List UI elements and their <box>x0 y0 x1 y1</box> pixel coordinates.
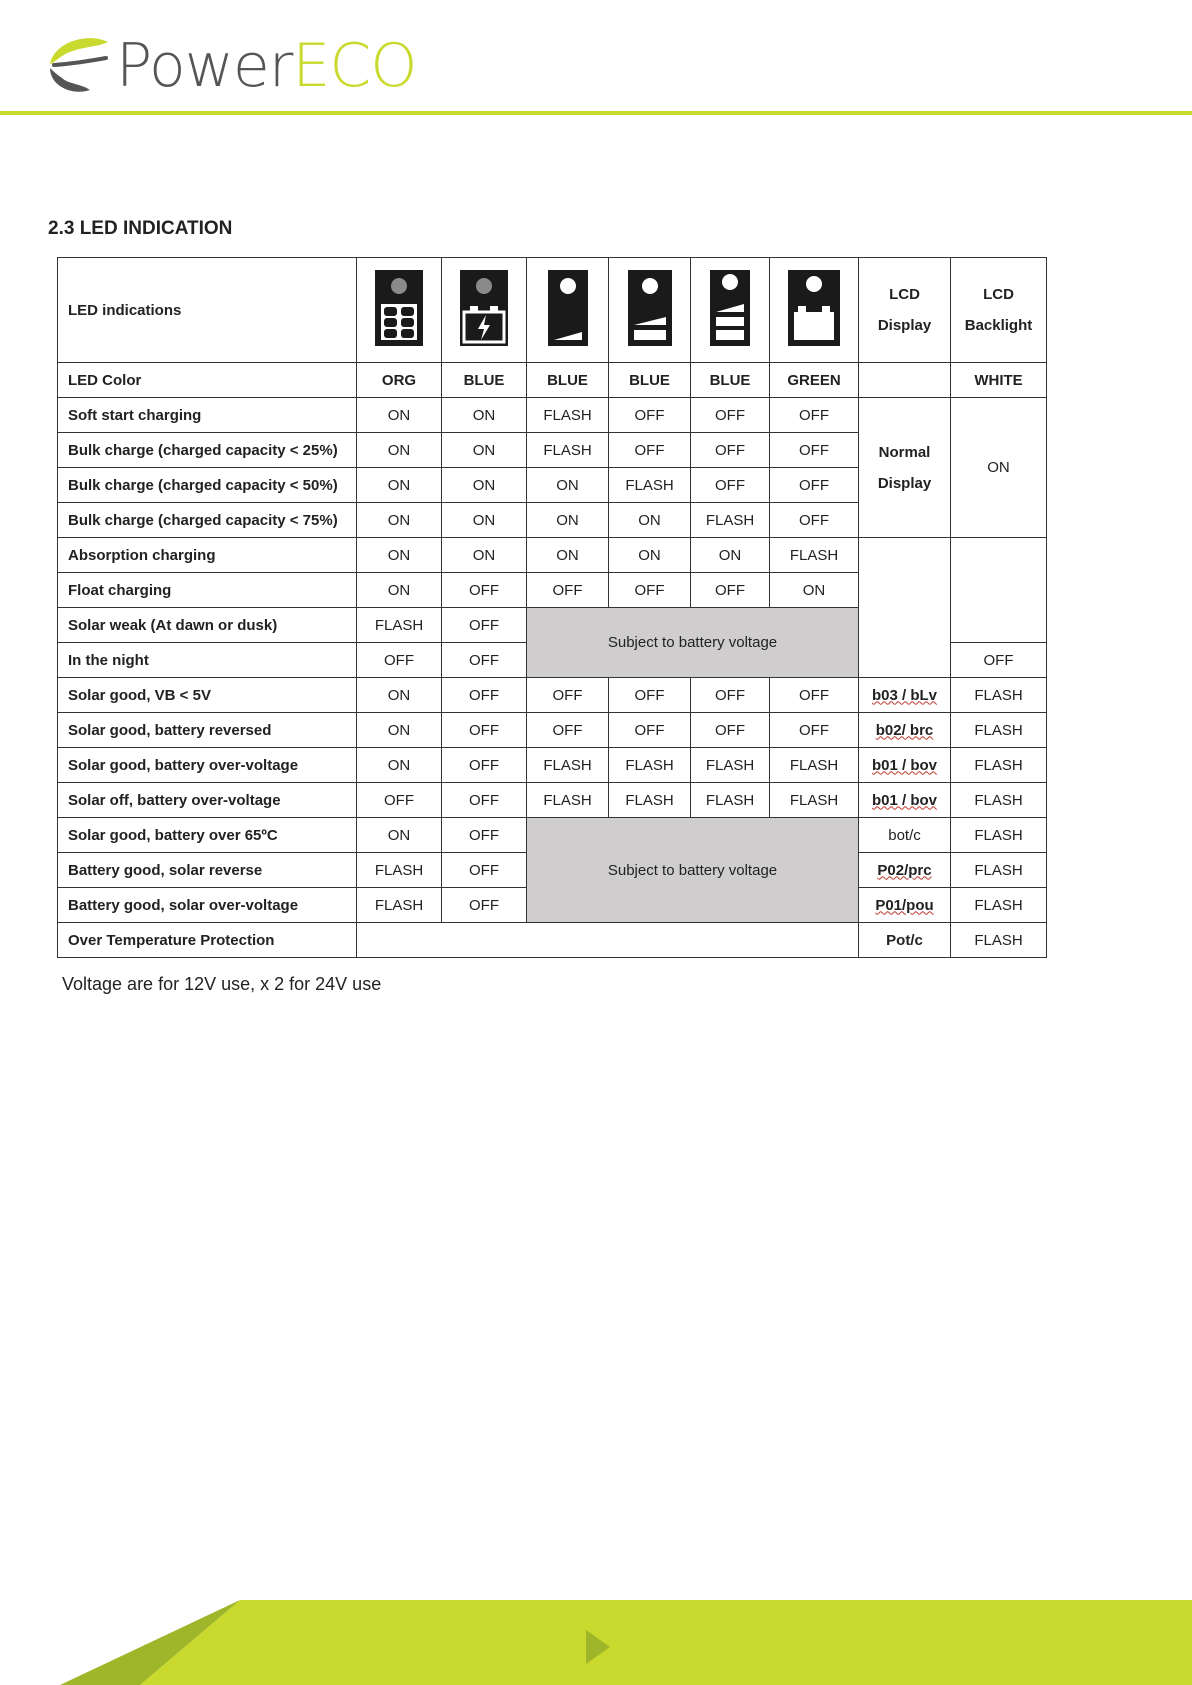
cell-value: OFF <box>770 713 859 748</box>
row-label: Battery good, solar over-voltage <box>58 888 357 923</box>
level-3-icon <box>708 268 752 348</box>
cell-value: ON <box>357 468 442 503</box>
cell-value: OFF <box>609 713 691 748</box>
row-label: Solar good, VB < 5V <box>58 678 357 713</box>
cell-value: ON <box>691 538 770 573</box>
cell-value: OFF <box>609 398 691 433</box>
cell-value: FLASH <box>951 888 1047 923</box>
cell-value: OFF <box>442 608 527 643</box>
lcd-code <box>859 713 951 748</box>
table-row <box>58 748 1047 783</box>
cell-value: FLASH <box>609 783 691 818</box>
brand-name <box>116 31 417 101</box>
cell-value: FLASH <box>951 853 1047 888</box>
cell-value: OFF <box>609 678 691 713</box>
brand-name-part2: ECO <box>292 31 417 101</box>
cell-value: OFF <box>442 888 527 923</box>
lcd-code <box>859 678 951 713</box>
led-icon-cell <box>357 258 442 363</box>
cell-value: FLASH <box>357 608 442 643</box>
lcd-display-header-line2: Display <box>877 317 932 334</box>
lcd-code-text: b03 / bLv <box>871 686 938 704</box>
led-indication-table <box>57 257 1047 958</box>
cell-value: ON <box>442 398 527 433</box>
cell-value: ON <box>357 678 442 713</box>
cell-value: OFF <box>609 573 691 608</box>
led-icon-cell <box>442 258 527 363</box>
cell-value: OFF <box>770 678 859 713</box>
cell-value: ON <box>770 573 859 608</box>
cell-value: FLASH <box>691 783 770 818</box>
cell-value: ORG <box>357 363 442 398</box>
cell-value: WHITE <box>951 363 1047 398</box>
cell-value: OFF <box>770 398 859 433</box>
level-2-icon <box>626 268 674 348</box>
cell-value: ON <box>357 748 442 783</box>
cell-value: OFF <box>609 433 691 468</box>
cell-value: ON <box>609 503 691 538</box>
lcd-code-text: P01/pou <box>875 896 934 914</box>
cell-value: OFF <box>691 468 770 503</box>
cell-value: ON <box>357 573 442 608</box>
cell-value: FLASH <box>357 888 442 923</box>
section-title: 2.3 LED INDICATION <box>48 218 233 239</box>
cell-value: OFF <box>442 643 527 678</box>
cell-value: OFF <box>770 503 859 538</box>
header-label: LED indications <box>58 258 357 363</box>
lcd-backlight-header-line1: LCD <box>983 286 1014 303</box>
cell-value: OFF <box>442 853 527 888</box>
table-row <box>58 713 1047 748</box>
cell-value: FLASH <box>951 678 1047 713</box>
lcd-code: bot/c <box>859 818 951 853</box>
cell-value: ON <box>357 713 442 748</box>
cell-value: FLASH <box>527 398 609 433</box>
empty-display-cell <box>859 538 951 678</box>
cell-value: OFF <box>691 398 770 433</box>
cell-value: ON <box>357 818 442 853</box>
row-label: Over Temperature Protection <box>58 923 357 958</box>
cell-value: FLASH <box>951 748 1047 783</box>
cell-value: OFF <box>357 643 442 678</box>
cell-value: FLASH <box>527 433 609 468</box>
row-label: LED Color <box>58 363 357 398</box>
table-row <box>58 678 1047 713</box>
lcd-code <box>859 853 951 888</box>
cell-value: ON <box>357 503 442 538</box>
cell-value: FLASH <box>951 818 1047 853</box>
cell-value: ON <box>609 538 691 573</box>
row-label: Bulk charge (charged capacity < 50%) <box>58 468 357 503</box>
row-label: Absorption charging <box>58 538 357 573</box>
table-row <box>58 783 1047 818</box>
cell-value: OFF <box>527 678 609 713</box>
row-label: Solar off, battery over-voltage <box>58 783 357 818</box>
cell-value: OFF <box>442 748 527 783</box>
logo <box>44 30 416 102</box>
cell-value: FLASH <box>951 923 1047 958</box>
lcd-display-header-line1: LCD <box>889 286 920 303</box>
cell-value: OFF <box>691 678 770 713</box>
lcd-code: Pot/c <box>859 923 951 958</box>
cell-value: ON <box>442 468 527 503</box>
row-label: Solar good, battery over-voltage <box>58 748 357 783</box>
normal-display-cell <box>859 398 951 538</box>
battery-charge-icon <box>458 268 510 348</box>
cell-value: OFF <box>357 783 442 818</box>
cell-value: FLASH <box>770 538 859 573</box>
subject-to-battery-voltage-cell: Subject to battery voltage <box>527 818 859 923</box>
row-label: Solar weak (At dawn or dusk) <box>58 608 357 643</box>
cell-value: FLASH <box>951 783 1047 818</box>
row-label: Solar good, battery reversed <box>58 713 357 748</box>
cell-value: ON <box>527 538 609 573</box>
solar-panel-icon <box>373 268 425 348</box>
header-divider <box>0 111 1192 115</box>
led-icon-cell <box>609 258 691 363</box>
empty-backlight-cell <box>951 538 1047 643</box>
lcd-code-text: P02/prc <box>877 861 932 879</box>
leaf-logo-icon <box>44 34 112 98</box>
row-label: Battery good, solar reverse <box>58 853 357 888</box>
cell-value: ON <box>527 468 609 503</box>
table-row <box>58 923 1047 958</box>
cell-value: FLASH <box>691 748 770 783</box>
row-label: Bulk charge (charged capacity < 25%) <box>58 433 357 468</box>
cell-value: ON <box>357 398 442 433</box>
lcd-backlight-header-line2: Backlight <box>964 317 1033 334</box>
table-row <box>58 818 1047 853</box>
led-icon-cell <box>770 258 859 363</box>
cell-value: OFF <box>442 573 527 608</box>
led-icon-cell <box>527 258 609 363</box>
cell-value: FLASH <box>609 748 691 783</box>
empty-cell <box>357 923 859 958</box>
lcd-code-text: b01 / bov <box>871 791 938 809</box>
cell-value: OFF <box>770 468 859 503</box>
lcd-code-text: b01 / bov <box>871 756 938 774</box>
voltage-note: Voltage are for 12V use, x 2 for 24V use <box>62 974 382 994</box>
cell-value: ON <box>442 503 527 538</box>
table-row <box>58 398 1047 433</box>
row-label: Soft start charging <box>58 398 357 433</box>
cell-value: FLASH <box>691 503 770 538</box>
level-1-icon <box>546 268 590 348</box>
lcd-code <box>859 783 951 818</box>
cell-value: FLASH <box>527 748 609 783</box>
cell-value: ON <box>527 503 609 538</box>
cell-value: BLUE <box>609 363 691 398</box>
footer-band <box>0 1600 1192 1685</box>
row-label: Solar good, battery over 65ºC <box>58 818 357 853</box>
lcd-backlight-header <box>951 258 1047 363</box>
cell-value: OFF <box>770 433 859 468</box>
cell-value: BLUE <box>527 363 609 398</box>
cell-value: OFF <box>951 643 1047 678</box>
brand-name-part1: Power <box>116 31 293 101</box>
cell-value: OFF <box>527 573 609 608</box>
cell-value: FLASH <box>770 783 859 818</box>
cell-value: OFF <box>527 713 609 748</box>
table-row <box>58 363 1047 398</box>
normal-display-line1: Normal <box>878 443 931 461</box>
battery-full-icon <box>786 268 842 348</box>
table-row <box>58 538 1047 573</box>
cell-value: FLASH <box>770 748 859 783</box>
backlight-on-cell: ON <box>951 398 1047 538</box>
cell-value: OFF <box>691 573 770 608</box>
cell-value: FLASH <box>951 713 1047 748</box>
cell-value: OFF <box>442 783 527 818</box>
cell-value: OFF <box>442 713 527 748</box>
cell-value: OFF <box>691 713 770 748</box>
row-label: Bulk charge (charged capacity < 75%) <box>58 503 357 538</box>
lcd-display-header <box>859 258 951 363</box>
empty-cell <box>859 363 951 398</box>
subject-to-battery-voltage-cell: Subject to battery voltage <box>527 608 859 678</box>
cell-value: FLASH <box>609 468 691 503</box>
led-icon-cell <box>691 258 770 363</box>
lcd-code <box>859 888 951 923</box>
cell-value: ON <box>357 538 442 573</box>
cell-value: BLUE <box>691 363 770 398</box>
cell-value: BLUE <box>442 363 527 398</box>
cell-value: GREEN <box>770 363 859 398</box>
row-label: Float charging <box>58 573 357 608</box>
lcd-code-text: b02/ brc <box>875 721 934 739</box>
lcd-code <box>859 748 951 783</box>
cell-value: OFF <box>442 818 527 853</box>
cell-value: ON <box>357 433 442 468</box>
cell-value: FLASH <box>527 783 609 818</box>
cell-value: FLASH <box>357 853 442 888</box>
cell-value: OFF <box>442 678 527 713</box>
cell-value: ON <box>442 433 527 468</box>
cell-value: ON <box>442 538 527 573</box>
row-label: In the night <box>58 643 357 678</box>
normal-display-line2: Display <box>877 474 932 492</box>
footer-graphic <box>0 1600 1192 1685</box>
table-header-row <box>58 258 1047 363</box>
cell-value: OFF <box>691 433 770 468</box>
